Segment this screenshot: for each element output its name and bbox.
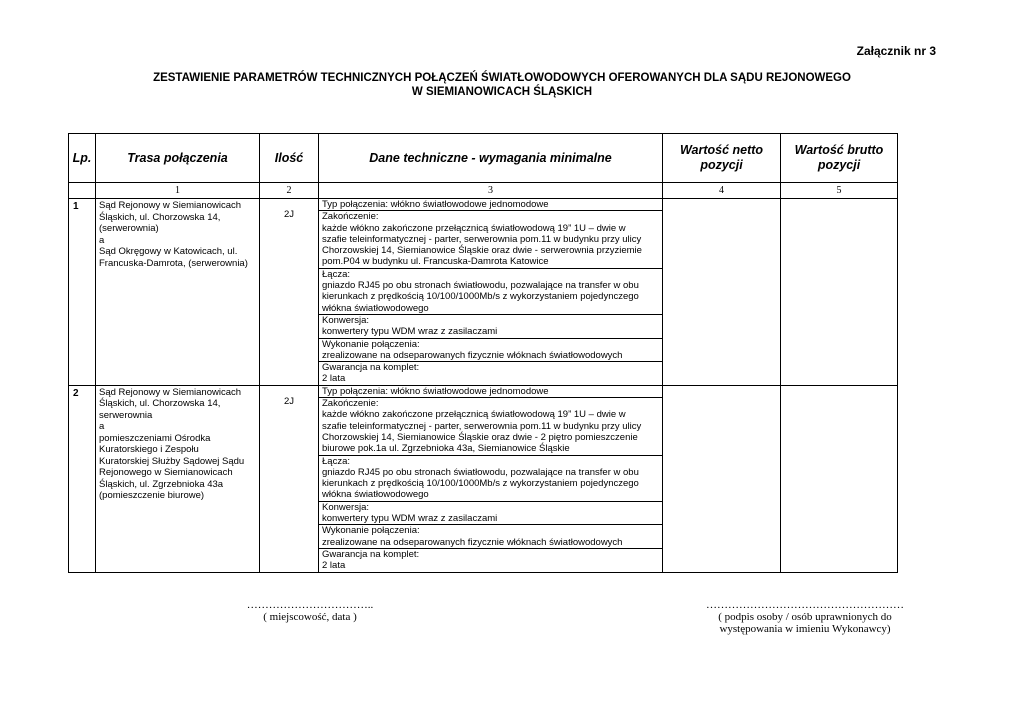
route-line: (serwerownia): [99, 223, 159, 234]
route-line: Śląskich, ul. Chorzowska 14,: [99, 398, 221, 410]
row-route: [96, 199, 260, 386]
route-line: Francuska-Damrota, (serwerownia): [99, 257, 248, 269]
row-gross-value: [781, 385, 898, 572]
route-line: Śląskich, ul. Zgrzebnioka 43a: [99, 478, 224, 490]
title-line-2: W SIEMIANOWICACH ŚLĄSKICH: [411, 86, 593, 98]
header-tech: Dane techniczne - wymagania minimalne: [319, 134, 663, 183]
col-number-empty: [69, 183, 96, 199]
col-number: 2: [260, 183, 319, 199]
row-lp: 2: [69, 385, 96, 572]
header-row: [69, 134, 898, 183]
route-line: Kuratorskiej Służby Sądowej Sądu: [99, 455, 245, 467]
signature-contractor: [690, 599, 920, 635]
row-route: [96, 385, 260, 572]
tech-links: Łącza: gniazdo RJ45 po obu stronach światłowodu, pozwalające na transfer w obu kierunkach z prędkością 10/100/1000Mb/s z wykorzystaniem pojedynczego włókna światłowodowego: [319, 269, 662, 315]
route-line: Rejonowego w Siemianowicach: [99, 467, 233, 479]
row-net-value: [663, 385, 781, 572]
signature-caption: ( podpis osoby / osób uprawnionych do: [718, 611, 892, 623]
tech-conversion: Konwersja: konwertery typu WDM wraz z zasilaczami: [319, 502, 662, 526]
route-line: Sąd Okręgowy w Katowicach, ul.: [99, 246, 238, 257]
table-row: [69, 385, 898, 572]
route-line: (pomieszczenie biurowe): [99, 490, 205, 502]
tech-type: Typ połączenia: włókno światłowodowe jednomodowe: [319, 199, 662, 211]
signature-dots: ……………………………..: [246, 599, 374, 611]
tech-type: Typ połączenia: włókno światłowodowe jednomodowe: [319, 386, 662, 398]
table-row: [69, 199, 898, 386]
row-qty: 2J: [260, 199, 319, 386]
header-gross: Wartość brutto pozycji: [781, 134, 898, 183]
column-number-row: [69, 183, 898, 199]
signature-caption: występowania w imieniu Wykonawcy): [719, 623, 891, 635]
signature-caption: ( miejscowość, data ): [263, 611, 357, 623]
signature-dots: ………………………………………………: [706, 599, 904, 611]
header-qty: Ilość: [260, 134, 319, 183]
row-qty: 2J: [260, 385, 319, 572]
tech-warranty: Gwarancja na komplet: 2 lata: [322, 548, 420, 572]
row-lp: 1: [69, 199, 96, 386]
col-number: 5: [781, 183, 898, 199]
annex-label: Załącznik nr 3: [856, 44, 936, 58]
row-net-value: [663, 199, 781, 386]
route-line: Sąd Rejonowy w Siemianowicach: [99, 386, 242, 398]
col-number: 1: [96, 183, 260, 199]
col-number: 3: [319, 183, 663, 199]
row-tech: [319, 199, 663, 386]
tech-warranty: Gwarancja na komplet: 2 lata: [322, 362, 420, 385]
tech-termination: Zakończenie: każde włókno zakończone przełącznicą światłowodową 19” 1U – dwie w szafie teleinformatycznej - parter, serwerownia pom.11 w budynku przy ulicy Chorzowskiej 14, Siemianowice Śląskie oraz dwie - 2 piętro pomieszczenie biurowe pok.1a ul. Zgrzebnioka 43a, Siemianowice Śląskie: [319, 398, 662, 455]
route-line: serwerownia: [99, 409, 153, 421]
tech-execution: Wykonanie połączenia: zrealizowane na odseparowanych fizycznie włóknach światłowodowych: [319, 525, 662, 549]
parameters-table: [68, 133, 898, 573]
header-route: Trasa połączenia: [96, 134, 260, 183]
header-lp: Lp.: [69, 134, 96, 183]
route-line: Kuratorskiego i Zespołu: [99, 444, 199, 456]
tech-execution: Wykonanie połączenia: zrealizowane na odseparowanych fizycznie włóknach światłowodowych: [319, 339, 662, 363]
tech-conversion: Konwersja: konwertery typu WDM wraz z zasilaczami: [319, 315, 662, 339]
title-line-1: ZESTAWIENIE PARAMETRÓW TECHNICZNYCH POŁĄCZEŃ ŚWIATŁOWODOWYCH OFEROWANYCH DLA SĄDU REJONOWEGO: [153, 72, 851, 84]
route-line: pomieszczeniami Ośrodka: [99, 432, 211, 444]
route-line: Sąd Rejonowy w Siemianowicach: [99, 200, 242, 211]
tech-links: Łącza: gniazdo RJ45 po obu stronach światłowodu, pozwalające na transfer w obu kierunkach z prędkością 10/100/1000Mb/s z wykorzystaniem pojedynczego włókna światłowodowego: [319, 456, 662, 502]
route-line: a: [99, 234, 105, 246]
route-line: a: [99, 421, 105, 433]
col-number: 4: [663, 183, 781, 199]
document-title: [0, 71, 1004, 99]
signature-place-date: [230, 599, 390, 623]
row-tech: [319, 385, 663, 572]
tech-termination: Zakończenie: każde włókno zakończone przełącznicą światłowodową 19” 1U – dwie w szafie teleinformatycznej - parter, serwerownia pom.11 w budynku przy ulicy Chorzowskiej 14, Siemianowice Śląskie oraz dwie - serwerownia przyziemie pom.P04 w budynku ul. Francuska-Damrota Katowice: [319, 211, 662, 268]
header-net: Wartość netto pozycji: [663, 134, 781, 183]
route-line: Śląskich, ul. Chorzowska 14,: [99, 211, 221, 223]
row-gross-value: [781, 199, 898, 386]
